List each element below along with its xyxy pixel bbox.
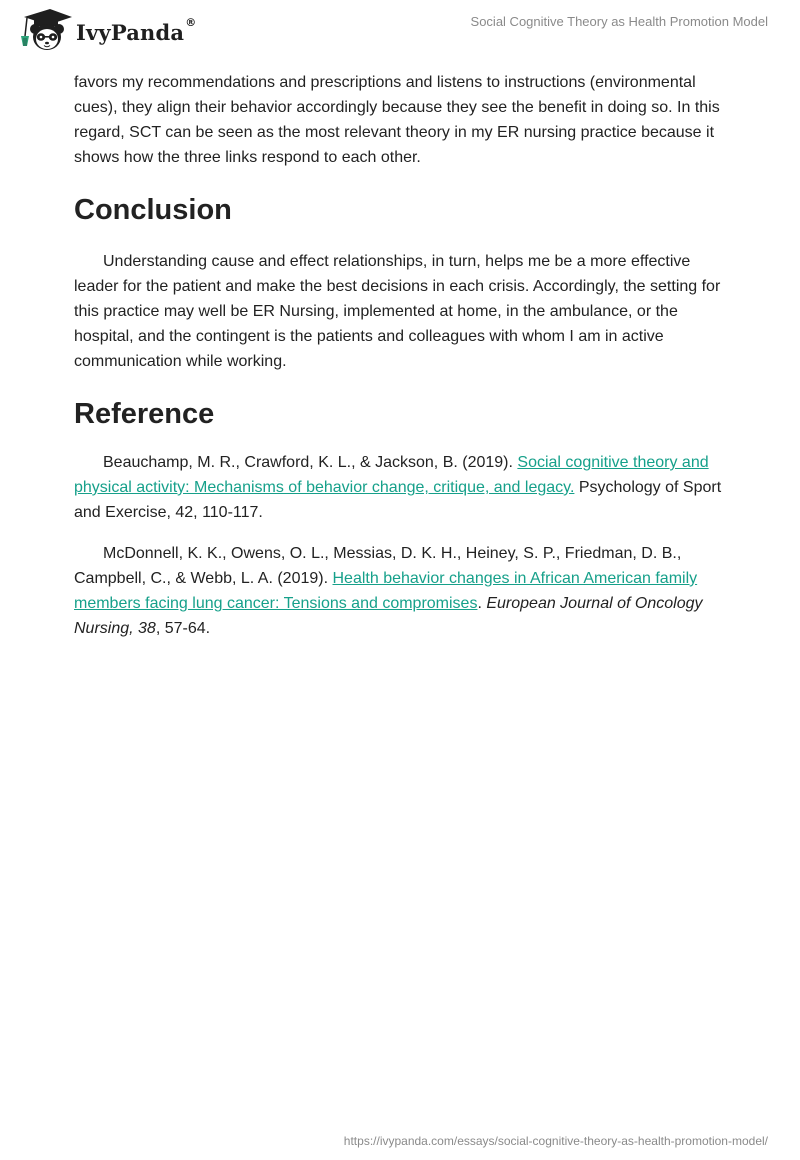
reference-authors: Beauchamp, M. R., Crawford, K. L., & Jackson, B. (2019).: [103, 454, 518, 471]
conclusion-heading: Conclusion: [74, 194, 232, 226]
reference-item: [74, 450, 726, 525]
reference-authors: McDonnell, K. K., Owens, O. L., Messias, D. K. H., Heiney, S. P., Friedman, D. B., Campbell, C., & Webb, L. A. (2019).: [74, 545, 682, 587]
footer-url[interactable]: https://ivypanda.com/essays/social-cognitive-theory-as-health-promotion-model/: [343, 1134, 768, 1148]
page-header: [0, 0, 800, 64]
brand-name: IvyPanda®: [76, 15, 197, 45]
conclusion-paragraph: Understanding cause and effect relationships, in turn, helps me be a more effective leader for the patient and make the best decisions in each crisis. Accordingly, the setting for this practice may well be ER Nursing, implemented at home, in the ambulance, or the hospital, and the contingent is the patients and colleagues with whom I am in active communication while working.: [74, 253, 721, 370]
document-title: Social Cognitive Theory as Health Promotion Model: [470, 14, 768, 29]
ivypanda-logo[interactable]: [14, 8, 196, 52]
reference-journal: European Journal of Oncology Nursing, 38: [74, 595, 703, 637]
reference-source: Psychology of Sport and Exercise, 42, 110-117.: [74, 479, 722, 521]
panda-graduate-icon: [14, 8, 72, 52]
reference-heading: Reference: [74, 398, 215, 430]
reference-punctuation: .: [477, 595, 487, 612]
reference-pages: , 57-64.: [155, 620, 211, 637]
essay-content: [74, 70, 726, 657]
reference-title-link[interactable]: Health behavior changes in African American family members facing lung cancer: Tensions and compromises: [74, 570, 698, 612]
intro-paragraph: favors my recommendations and prescriptions and listens to instructions (environmental cues), they align their behavior accordingly because they see the benefit in doing so. In this regard, SCT can be seen as the most relevant theory in my ER nursing practice because it shows how the three links respond to each other.: [74, 74, 720, 166]
reference-title-link[interactable]: Social cognitive theory and physical activity: Mechanisms of behavior change, critique, and legacy.: [74, 454, 709, 496]
registered-mark: ®: [185, 15, 197, 29]
reference-item: [74, 541, 726, 641]
